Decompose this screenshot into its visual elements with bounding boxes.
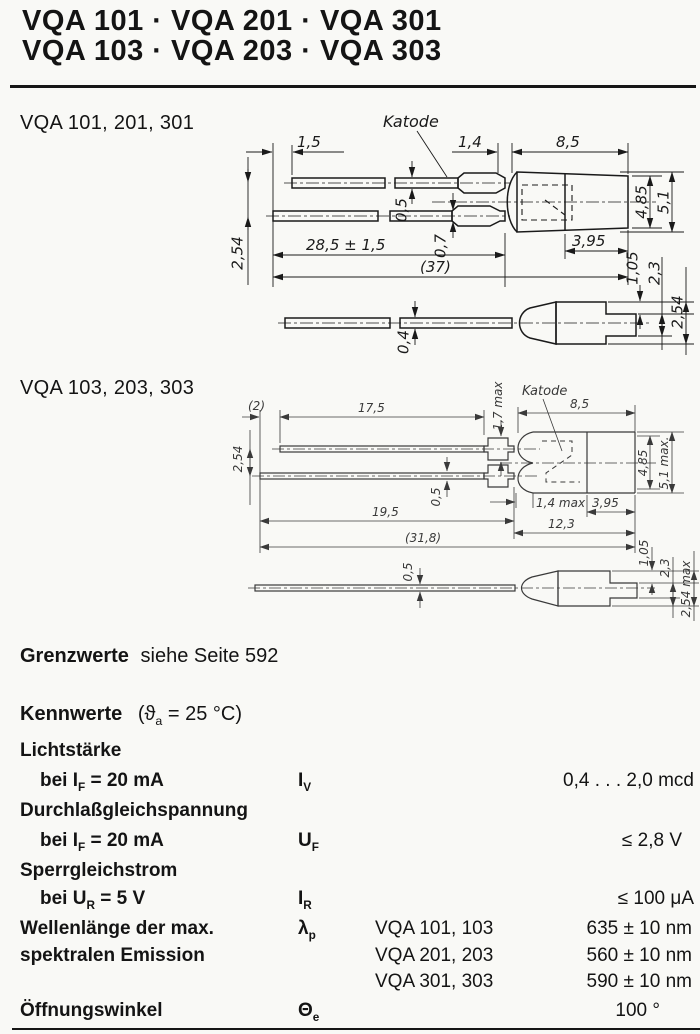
- page-title-line2: VQA 103 · VQA 203 · VQA 303: [22, 35, 442, 67]
- dim-lead-thickness-bottom: 0,7: [431, 234, 450, 258]
- spec-oeffnung-label: Öffnungswinkel: [20, 1000, 163, 1021]
- drawing1-top-lead: [284, 173, 510, 193]
- drawing2-side-view: [248, 540, 699, 621]
- drawing1-label: VQA 101, 201, 301: [20, 112, 195, 134]
- dim-lead-length: 28,5 ± 1,5: [306, 236, 386, 254]
- spec-sperr-value: ≤ 100 μA: [617, 888, 694, 909]
- dim-total-length: (37): [420, 258, 451, 276]
- spec-durchlass-value: ≤ 2,8 V: [621, 830, 682, 851]
- dim-step: 1,05: [623, 251, 642, 285]
- spec-lichtstaerke-label: Lichtstärke: [20, 740, 122, 761]
- spec-lichtstaerke-symbol: $I_V$: [298, 770, 312, 794]
- drawing1-led-body: [432, 172, 656, 232]
- dim-total-length: (31,8): [405, 531, 442, 545]
- drawing2-dimensions: [231, 381, 684, 553]
- dim-dome-width: 1,4 max: [536, 496, 586, 510]
- dim-flange-width: 1,4: [458, 133, 482, 151]
- spec-wellenlaenge-value-2: 560 ± 10 nm: [586, 945, 692, 966]
- dim-tongue: 2,3: [645, 261, 664, 285]
- drawing2-label: VQA 103, 203, 303: [20, 377, 195, 399]
- dim-lead-bottom-length: 19,5: [372, 505, 399, 519]
- drawing1-technical-drawing: [0, 105, 700, 375]
- spec-durchlass-symbol: $U_F$: [298, 830, 319, 854]
- page-title-line1: VQA 101 · VQA 201 · VQA 301: [22, 5, 442, 37]
- dim-lead-thickness-top: 0,5: [392, 198, 411, 222]
- drawing2-katode-label: Katode: [522, 384, 568, 399]
- dim-side-width: 2,54 max: [679, 560, 694, 618]
- dim-cap-length: 3,95: [592, 496, 619, 510]
- spec-wellenlaenge-types-2: VQA 201, 203: [375, 945, 494, 966]
- dim-step: 1,05: [637, 539, 652, 567]
- spec-wellenlaenge-label-line2: spektralen Emission: [20, 945, 205, 966]
- spec-wellenlaenge-symbol: $\lambda_p$: [298, 918, 316, 942]
- dim-body-height: 5,1 max.: [657, 436, 672, 490]
- dim-body-length: 8,5: [570, 397, 590, 411]
- dim-tongue: 2,3: [658, 558, 673, 578]
- dim-lead-pitch: 2,54: [228, 236, 247, 270]
- spec-wellenlaenge-types-1: VQA 101, 103: [375, 918, 494, 939]
- dim-side-width: 2,54: [668, 295, 687, 329]
- dim-cap-length: 3,95: [572, 232, 606, 250]
- kennwerte-condition: ($ϑ_a = 25$ °C): [137, 703, 243, 728]
- dim-lead-thickness: 0,5: [429, 487, 444, 507]
- drawing1-side-view: [278, 251, 694, 355]
- dim-body-total: 12,3: [548, 517, 575, 531]
- spec-oeffnung-symbol: $\Theta_e$: [298, 1000, 320, 1024]
- dim-lead-pitch: 2,54: [231, 445, 246, 473]
- spec-sperr-label: Sperrgleichstrom: [20, 860, 178, 881]
- spec-oeffnung-value: 100 °: [615, 1000, 660, 1021]
- dim-body-height-inner: 4,85: [636, 449, 651, 477]
- spec-lichtstaerke-value: 0,4 . . . 2,0 mcd: [563, 770, 694, 791]
- title-divider: [10, 85, 696, 88]
- dim-lead-top-length: 17,5: [358, 401, 385, 415]
- spec-wellenlaenge-value-1: 635 ± 10 nm: [586, 918, 692, 939]
- drawing2-technical-drawing: [0, 375, 700, 625]
- grenzwerte-line: [20, 645, 278, 668]
- dim-lead-offset: 1,5: [297, 133, 321, 151]
- drawing1-bottom-lead: [266, 206, 510, 226]
- dim-body-height-inner: 4,85: [632, 185, 651, 219]
- grenzwerte-text: siehe Seite 592: [140, 645, 279, 667]
- spec-wellenlaenge-label-line1: Wellenlänge der max.: [20, 918, 214, 939]
- bottom-divider: [12, 1028, 700, 1030]
- grenzwerte-title: Grenzwerte: [20, 645, 129, 667]
- spec-wellenlaenge-types-3: VQA 301, 303: [375, 971, 494, 992]
- spec-sperr-symbol: $I_R$: [298, 888, 312, 912]
- kennwerte-heading: [20, 703, 242, 728]
- spec-durchlass-condition: bei $I_F = 20$ mA: [40, 830, 164, 854]
- dim-crimp-width: 1,7 max: [491, 381, 506, 431]
- spec-sperr-condition: bei $U_R = 5$ V: [40, 888, 146, 912]
- dim-body-height: 5,1: [654, 190, 673, 214]
- dim-side-lead-thickness: 0,4: [394, 330, 413, 354]
- drawing1-dimensions: [228, 133, 684, 287]
- drawing1-katode-label: Katode: [383, 112, 439, 131]
- kennwerte-title: Kennwerte: [20, 703, 123, 725]
- drawing2-bottom-lead: [252, 465, 540, 487]
- drawing2-top-lead: [272, 438, 540, 460]
- dim-lead-offset: (2): [248, 399, 265, 413]
- spec-durchlass-label: Durchlaßgleichspannung: [20, 800, 249, 821]
- dim-body-length: 8,5: [556, 133, 580, 151]
- spec-lichtstaerke-condition: bei $I_F = 20$ mA: [40, 770, 164, 794]
- spec-wellenlaenge-value-3: 590 ± 10 nm: [586, 971, 692, 992]
- dim-side-lead-thickness: 0,5: [401, 562, 416, 582]
- drawing2-led-body: [500, 432, 656, 493]
